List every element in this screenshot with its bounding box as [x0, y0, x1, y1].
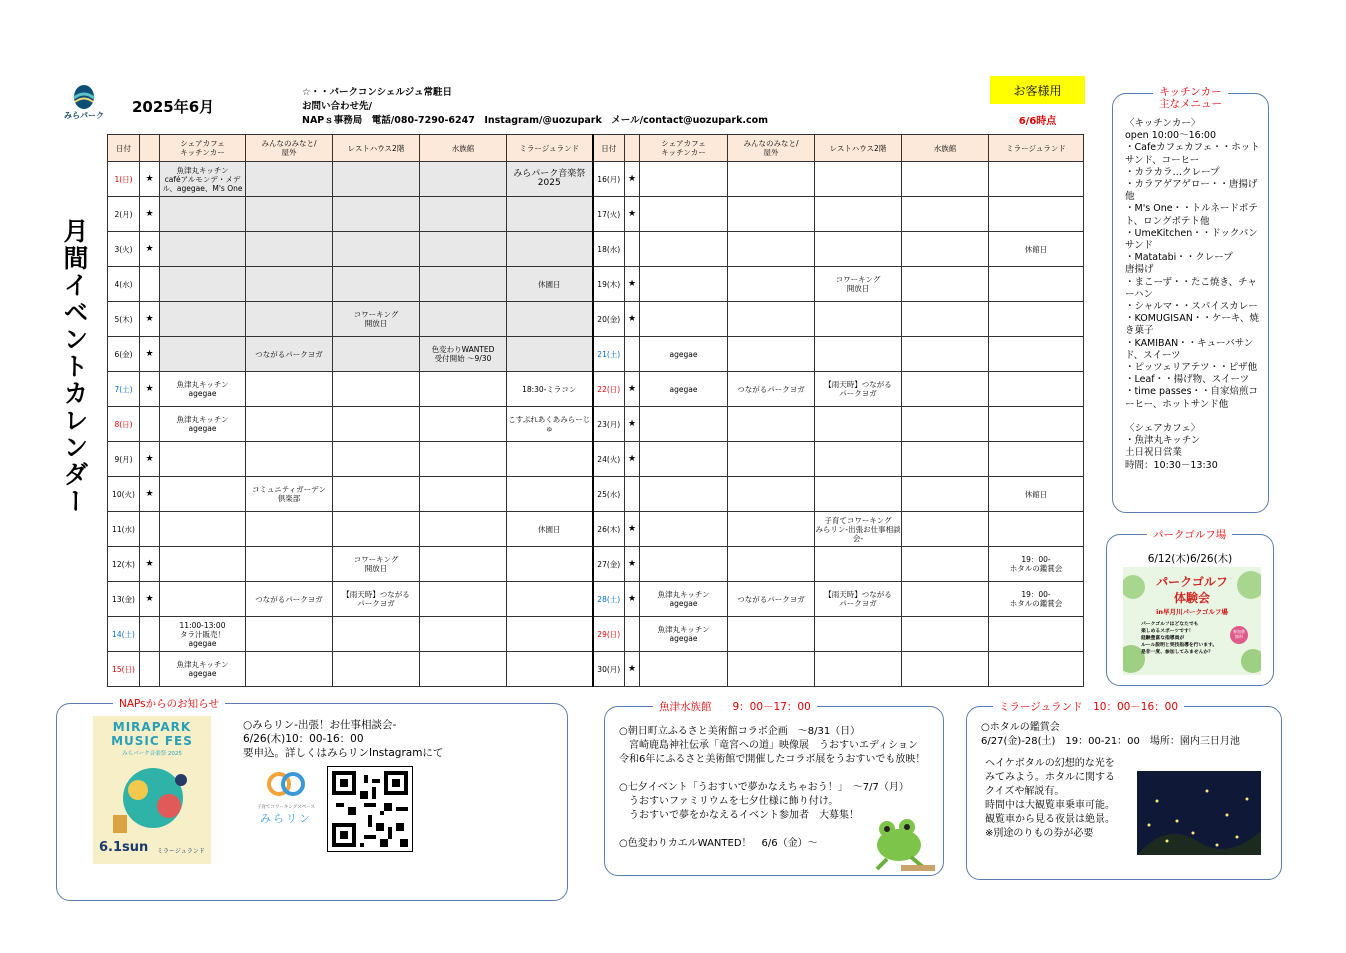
- event-cell: 魚津丸キッチン caféアルモンデ・メデル、agegae、M's One: [160, 162, 246, 197]
- event-cell: 【雨天時】つながる パークヨガ: [333, 582, 420, 617]
- date-cell: 16(月): [593, 162, 625, 197]
- right-col-header-5: 水族館: [902, 135, 989, 162]
- event-cell: [640, 477, 728, 512]
- table-row: [108, 302, 1084, 337]
- vertical-title: 月間イベントカレンダー: [60, 218, 89, 515]
- event-cell: [246, 512, 333, 547]
- event-cell: agegae: [640, 337, 728, 372]
- event-cell: 休館日: [989, 232, 1084, 267]
- table-row: [108, 512, 1084, 547]
- event-cell: [989, 197, 1084, 232]
- event-cell: [728, 232, 815, 267]
- event-cell: [640, 232, 728, 267]
- golf-poster: [1123, 567, 1261, 675]
- event-cell: [333, 617, 420, 652]
- event-cell: [815, 337, 902, 372]
- event-cell: [420, 232, 507, 267]
- event-cell: 19：00- ホタルの鑑賞会: [989, 582, 1084, 617]
- event-cell: [902, 547, 989, 582]
- event-cell: 【雨天時】つながる パークヨガ: [815, 582, 902, 617]
- event-cell: [728, 197, 815, 232]
- right-col-header-2: シェアカフェ キッチンカー: [640, 135, 728, 162]
- date-cell: 30(月): [593, 652, 625, 687]
- concierge-star: ★: [140, 302, 160, 337]
- concierge-star: ★: [625, 267, 640, 302]
- golf-dates: 6/12(木)6/26(木): [1147, 553, 1233, 565]
- concierge-star: ★: [625, 372, 640, 407]
- frog-illustration: [867, 811, 937, 871]
- event-cell: [902, 197, 989, 232]
- date-cell: 24(火): [593, 442, 625, 477]
- date-cell: 17(火): [593, 197, 625, 232]
- mirageland-panel-title: ミラージュランド 10：00－16：00: [993, 699, 1184, 714]
- kitchen-panel-title: キッチンカー 主なメニュー: [1153, 86, 1228, 110]
- event-cell: [989, 512, 1084, 547]
- golf-panel-title: パークゴルフ場: [1147, 527, 1232, 542]
- event-cell: 魚津丸キッチン agegae: [160, 407, 246, 442]
- date-cell: 20(金): [593, 302, 625, 337]
- table-row: [108, 617, 1084, 652]
- event-cell: 11:00-13:00 タラ汁販売！ agegae: [160, 617, 246, 652]
- event-cell: [640, 197, 728, 232]
- event-cell: [728, 652, 815, 687]
- concierge-star: [625, 232, 640, 267]
- event-cell: [989, 407, 1084, 442]
- event-cell: [333, 442, 420, 477]
- left-col-header-0: 日付: [108, 135, 140, 162]
- event-cell: [902, 337, 989, 372]
- concierge-star: ★: [625, 582, 640, 617]
- table-row: [108, 547, 1084, 582]
- date-cell: 27(金): [593, 547, 625, 582]
- table-row: [108, 582, 1084, 617]
- fes-illustration: [93, 760, 211, 840]
- event-cell: [640, 162, 728, 197]
- mirarin-caption: 子育てコワーキングスペース: [256, 805, 316, 810]
- event-cell: [420, 162, 507, 197]
- golf-poster-body: パークゴルフはどなたでも 楽しめるスポーツです！ 経験豊富な指導員が ルール説明と実技指導を行います。 是非一度、参加してみませんか？: [1141, 622, 1218, 655]
- date-cell: 22(日): [593, 372, 625, 407]
- event-cell: [420, 617, 507, 652]
- event-cell: [160, 337, 246, 372]
- event-cell: 18:30-ミラコン: [507, 372, 593, 407]
- date-cell: 26(木): [593, 512, 625, 547]
- event-cell: [333, 407, 420, 442]
- left-col-header-2: シェアカフェ キッチンカー: [160, 135, 246, 162]
- golf-poster-sub: in早月川パークゴルフ場: [1156, 608, 1228, 616]
- concierge-star: ★: [140, 477, 160, 512]
- event-cell: [507, 232, 593, 267]
- fes-date: 6.1sun: [99, 840, 149, 855]
- golf-poster-title1: パークゴルフ: [1156, 575, 1228, 589]
- event-cell: [160, 582, 246, 617]
- concierge-star: ★: [140, 162, 160, 197]
- naps-news-panel: [56, 698, 568, 901]
- event-cell: [989, 267, 1084, 302]
- qr-code: [327, 766, 413, 852]
- right-col-header-1: [625, 135, 640, 162]
- event-cell: [640, 267, 728, 302]
- concierge-star: [625, 617, 640, 652]
- event-cell: [815, 477, 902, 512]
- event-cell: [902, 232, 989, 267]
- event-cell: [640, 442, 728, 477]
- event-cell: [902, 582, 989, 617]
- event-cell: [420, 407, 507, 442]
- concierge-star: [140, 512, 160, 547]
- concierge-star: ★: [140, 232, 160, 267]
- event-cell: [728, 302, 815, 337]
- event-cell: 休館日: [989, 477, 1084, 512]
- park-golf-panel: [1106, 529, 1274, 686]
- as-of-date: 6/6時点: [1018, 116, 1057, 127]
- event-cell: [246, 302, 333, 337]
- concierge-star: ★: [140, 582, 160, 617]
- event-cell: [640, 302, 728, 337]
- event-cell: [640, 512, 728, 547]
- event-cell: [728, 547, 815, 582]
- event-cell: [160, 232, 246, 267]
- naps-panel-body: ○みらリン-出張！お仕事相談会- 6/26(木)10：00-16：00 要申込。詳しくはみらリンInstagramにて: [243, 719, 444, 759]
- concierge-star: ★: [625, 197, 640, 232]
- table-row: [108, 232, 1084, 267]
- contact-details: NAPｓ事務局 電話/080-7290-6247 Instagram/@uozupark メール/contact@uozupark.com: [302, 115, 769, 126]
- event-cell: 魚津丸キッチン agegae: [160, 652, 246, 687]
- event-cell: [902, 652, 989, 687]
- concierge-star: ★: [625, 442, 640, 477]
- date-cell: 13(金): [108, 582, 140, 617]
- event-cell: コワーキング 開放日: [333, 547, 420, 582]
- event-cell: [507, 652, 593, 687]
- event-cell: [728, 617, 815, 652]
- music-fes-poster: [93, 716, 211, 864]
- event-cell: [815, 652, 902, 687]
- date-cell: 29(日): [593, 617, 625, 652]
- date-cell: 11(水): [108, 512, 140, 547]
- event-cell: [246, 407, 333, 442]
- event-cell: [333, 652, 420, 687]
- event-cell: [815, 197, 902, 232]
- event-cell: [815, 617, 902, 652]
- event-cell: [902, 477, 989, 512]
- right-col-header-4: レストハウス2階: [815, 135, 902, 162]
- event-cell: [728, 477, 815, 512]
- event-cell: [728, 442, 815, 477]
- right-col-header-3: みんなのみなと/ 屋外: [728, 135, 815, 162]
- event-cell: 色変わりWANTED 受付開始 ～9/30: [420, 337, 507, 372]
- event-cell: [160, 197, 246, 232]
- date-cell: 14(土): [108, 617, 140, 652]
- concierge-star: [625, 337, 640, 372]
- mirarin-name: みらリン: [260, 812, 312, 825]
- mirageland-panel-event: ○ホタルの鑑賞会 6/27(金)-28(土) 19：00-21：00 場所：園内三日月池: [981, 722, 1240, 747]
- concierge-star: [140, 617, 160, 652]
- date-cell: 6(金): [108, 337, 140, 372]
- event-cell: [815, 302, 902, 337]
- event-cell: [420, 267, 507, 302]
- event-cell: [420, 302, 507, 337]
- date-cell: 9(月): [108, 442, 140, 477]
- table-row: [108, 162, 1084, 197]
- date-cell: 5(木): [108, 302, 140, 337]
- event-cell: [728, 512, 815, 547]
- event-cell: [246, 547, 333, 582]
- event-cell: 休園日: [507, 512, 593, 547]
- concierge-star: ★: [140, 337, 160, 372]
- event-cell: [902, 512, 989, 547]
- right-col-header-0: 日付: [593, 135, 625, 162]
- event-cell: [420, 477, 507, 512]
- fes-place: ミラージュランド: [157, 848, 205, 855]
- event-cell: つながるパークヨガ: [728, 372, 815, 407]
- concierge-star: ★: [140, 197, 160, 232]
- date-cell: 19(木): [593, 267, 625, 302]
- event-cell: [507, 477, 593, 512]
- event-cell: [815, 232, 902, 267]
- event-cell: 子育てコワーキング みらリン-出張お仕事相談会-: [815, 512, 902, 547]
- concierge-star: ★: [625, 512, 640, 547]
- event-cell: [160, 477, 246, 512]
- left-col-header-3: みんなのみなと/ 屋外: [246, 135, 333, 162]
- concierge-star: [140, 652, 160, 687]
- date-cell: 15(日): [108, 652, 140, 687]
- event-cell: [507, 442, 593, 477]
- table-row: [108, 477, 1084, 512]
- event-cell: [640, 652, 728, 687]
- date-cell: 28(土): [593, 582, 625, 617]
- table-row: [108, 407, 1084, 442]
- table-row: [108, 337, 1084, 372]
- event-cell: [507, 582, 593, 617]
- event-cell: つながるパークヨガ: [246, 337, 333, 372]
- event-cell: [507, 197, 593, 232]
- table-row: [108, 267, 1084, 302]
- table-header-row: [108, 135, 1084, 162]
- event-cell: [902, 302, 989, 337]
- event-cell: [420, 442, 507, 477]
- event-cell: [333, 267, 420, 302]
- event-cell: [160, 302, 246, 337]
- month-title: 2025年6月: [132, 98, 215, 116]
- event-cell: [507, 547, 593, 582]
- event-cell: [246, 372, 333, 407]
- event-cell: [640, 547, 728, 582]
- left-col-header-1: [140, 135, 160, 162]
- kitchen-car-panel: [1112, 86, 1269, 513]
- event-cell: [420, 547, 507, 582]
- event-cell: [728, 407, 815, 442]
- golf-poster-title2: 体験会: [1173, 591, 1210, 605]
- event-cell: [815, 547, 902, 582]
- table-row: [108, 372, 1084, 407]
- event-cell: [640, 407, 728, 442]
- event-cell: コワーキング 開放日: [815, 267, 902, 302]
- event-cell: [815, 442, 902, 477]
- customer-label: お客様用: [990, 76, 1085, 104]
- left-col-header-5: 水族館: [420, 135, 507, 162]
- event-cell: [902, 162, 989, 197]
- date-cell: 1(日): [108, 162, 140, 197]
- concierge-star: ★: [140, 372, 160, 407]
- fes-subtitle: みらパーク音楽祭 2025: [122, 751, 182, 757]
- event-cell: [246, 442, 333, 477]
- concierge-star: ★: [140, 442, 160, 477]
- event-cell: [989, 617, 1084, 652]
- event-cell: 休園日: [507, 267, 593, 302]
- left-col-header-6: ミラージュランド: [507, 135, 593, 162]
- event-cell: [815, 162, 902, 197]
- event-cell: [160, 547, 246, 582]
- event-cell: [333, 232, 420, 267]
- fes-title-2: MUSIC FES: [111, 734, 193, 748]
- event-cell: [989, 372, 1084, 407]
- date-cell: 2(月): [108, 197, 140, 232]
- event-cell: [728, 337, 815, 372]
- event-cell: [989, 442, 1084, 477]
- event-cell: [246, 162, 333, 197]
- event-cell: 魚津丸キッチン agegae: [160, 372, 246, 407]
- event-cell: コミュニティガーデン 倶楽部: [246, 477, 333, 512]
- concierge-note: ☆・・パークコンシェルジュ常駐日: [302, 87, 452, 98]
- mirarin-logo: [251, 770, 321, 830]
- event-cell: コワーキング 開放日: [333, 302, 420, 337]
- left-col-header-4: レストハウス2階: [333, 135, 420, 162]
- date-cell: 25(水): [593, 477, 625, 512]
- event-cell: [333, 477, 420, 512]
- golf-poster-badge: 参加費 無料: [1233, 629, 1245, 639]
- event-cell: 【雨天時】つながる パークヨガ: [815, 372, 902, 407]
- concierge-star: ★: [625, 162, 640, 197]
- event-cell: [902, 442, 989, 477]
- concierge-star: ★: [625, 407, 640, 442]
- concierge-star: [625, 477, 640, 512]
- event-cell: [989, 162, 1084, 197]
- event-cell: [989, 302, 1084, 337]
- event-cell: こすぷれあくあみらーじゅ: [507, 407, 593, 442]
- concierge-star: ★: [625, 547, 640, 582]
- event-cell: 魚津丸キッチン agegae: [640, 617, 728, 652]
- event-cell: [989, 652, 1084, 687]
- right-col-header-6: ミラージュランド: [989, 135, 1084, 162]
- event-cell: [160, 442, 246, 477]
- event-cell: [728, 162, 815, 197]
- event-cell: [420, 652, 507, 687]
- event-cell: [989, 337, 1084, 372]
- event-cell: [333, 337, 420, 372]
- firefly-photo: [1137, 771, 1261, 855]
- aquarium-panel: [604, 701, 944, 876]
- contact-label: お問い合わせ先/: [302, 101, 372, 112]
- event-cell: [420, 512, 507, 547]
- event-cell: [333, 197, 420, 232]
- event-cell: [420, 197, 507, 232]
- event-cell: [902, 372, 989, 407]
- event-cell: [902, 407, 989, 442]
- concierge-star: ★: [625, 652, 640, 687]
- date-cell: 12(木): [108, 547, 140, 582]
- concierge-star: ★: [140, 547, 160, 582]
- event-cell: [333, 372, 420, 407]
- mirageland-panel: [966, 701, 1282, 880]
- event-cell: [246, 652, 333, 687]
- date-cell: 10(火): [108, 477, 140, 512]
- event-cell: つながるパークヨガ: [246, 582, 333, 617]
- event-cell: [420, 372, 507, 407]
- date-cell: 8(日): [108, 407, 140, 442]
- date-cell: 3(火): [108, 232, 140, 267]
- event-cell: [246, 197, 333, 232]
- event-cell: 19：00- ホタルの鑑賞会: [989, 547, 1084, 582]
- event-cell: [507, 337, 593, 372]
- event-cell: [420, 582, 507, 617]
- event-cell: [902, 267, 989, 302]
- aquarium-panel-body: ○朝日町立ふるさと美術館コラボ企画 ～8/31（日） 宮崎鹿島神社伝承「竜宮への道」映像展 うおすいエディション 令和6年にふるさと美術館で開催したコラボ展をうおすいでも放映！ ○七夕イベント「うおすいで夢かなえちゃおう！」 ～7/7（月） うおすいファミリウムを七夕仕様に飾り付け。 うおすいで夢をかなえるイベント参加者 大募集！ ○色変わりカエルWANTED！ 6/6（金）～: [619, 726, 926, 849]
- mirageland-panel-body: ヘイケボタルの幻想的な光を みてみよう。ホタルに関する クイズや解説有。 時間中は大観覧車乗車可能。 観覧車から見る夜景は絶景。 ※別途のりもの券が必要: [985, 758, 1115, 839]
- logo-text: みらパーク: [64, 111, 104, 120]
- concierge-star: [140, 267, 160, 302]
- event-cell: [507, 617, 593, 652]
- table-row: [108, 652, 1084, 687]
- date-cell: 23(月): [593, 407, 625, 442]
- event-cell: [246, 267, 333, 302]
- event-cell: つながるパークヨガ: [728, 582, 815, 617]
- event-cell: [246, 617, 333, 652]
- event-calendar-table: [107, 134, 1084, 687]
- event-cell: [815, 407, 902, 442]
- event-cell: [246, 232, 333, 267]
- concierge-star: ★: [625, 302, 640, 337]
- event-cell: agegae: [640, 372, 728, 407]
- event-cell: [728, 267, 815, 302]
- naps-panel-title: NAPsからのお知らせ: [113, 696, 225, 711]
- event-cell: 魚津丸キッチン agegae: [640, 582, 728, 617]
- event-cell: みらパーク音楽祭 2025: [507, 162, 593, 197]
- aquarium-panel-title: 魚津水族館 9：00－17：00: [653, 699, 817, 714]
- concierge-star: [140, 407, 160, 442]
- date-cell: 4(水): [108, 267, 140, 302]
- table-row: [108, 197, 1084, 232]
- kitchen-panel-body: 〈キッチンカー〉 open 10:00～16:00 ・Cafeカフェカフェ・・ホットサンド、コーヒー ・カラカラ…クレープ ・カラアゲアゲロー・・唐揚げ他 ・M's One・・トルネードポテト、ロングポテト他 ・UmeKitchen・・ドックパンサンド ・Matatabi・・クレープ 唐揚げ ・まこーず・・たこ焼き、チャーハン ・シャルマ・・スパイスカレー ・KOMUGISAN・・ケーキ、焼き菓子 ・KAMIBAN・・キューバサンド、スイーツ ・ピッツェリアテツ・・ピザ他 ・Leaf・・揚げ物、スイーツ ・time passes・・自家焙煎コーヒー、ホットサンド他 〈シェアカフェ〉 ・魚津丸キッチン 土日祝日営業 時間：10:30－13:30: [1125, 118, 1260, 471]
- event-cell: [507, 302, 593, 337]
- contact-info: [302, 86, 768, 128]
- date-cell: 7(土): [108, 372, 140, 407]
- event-cell: [333, 162, 420, 197]
- date-cell: 21(土): [593, 337, 625, 372]
- fes-title-1: MIRAPARK: [112, 720, 192, 734]
- event-cell: [160, 267, 246, 302]
- event-cell: [902, 617, 989, 652]
- table-row: [108, 442, 1084, 477]
- event-cell: [333, 512, 420, 547]
- date-cell: 18(水): [593, 232, 625, 267]
- event-cell: [160, 512, 246, 547]
